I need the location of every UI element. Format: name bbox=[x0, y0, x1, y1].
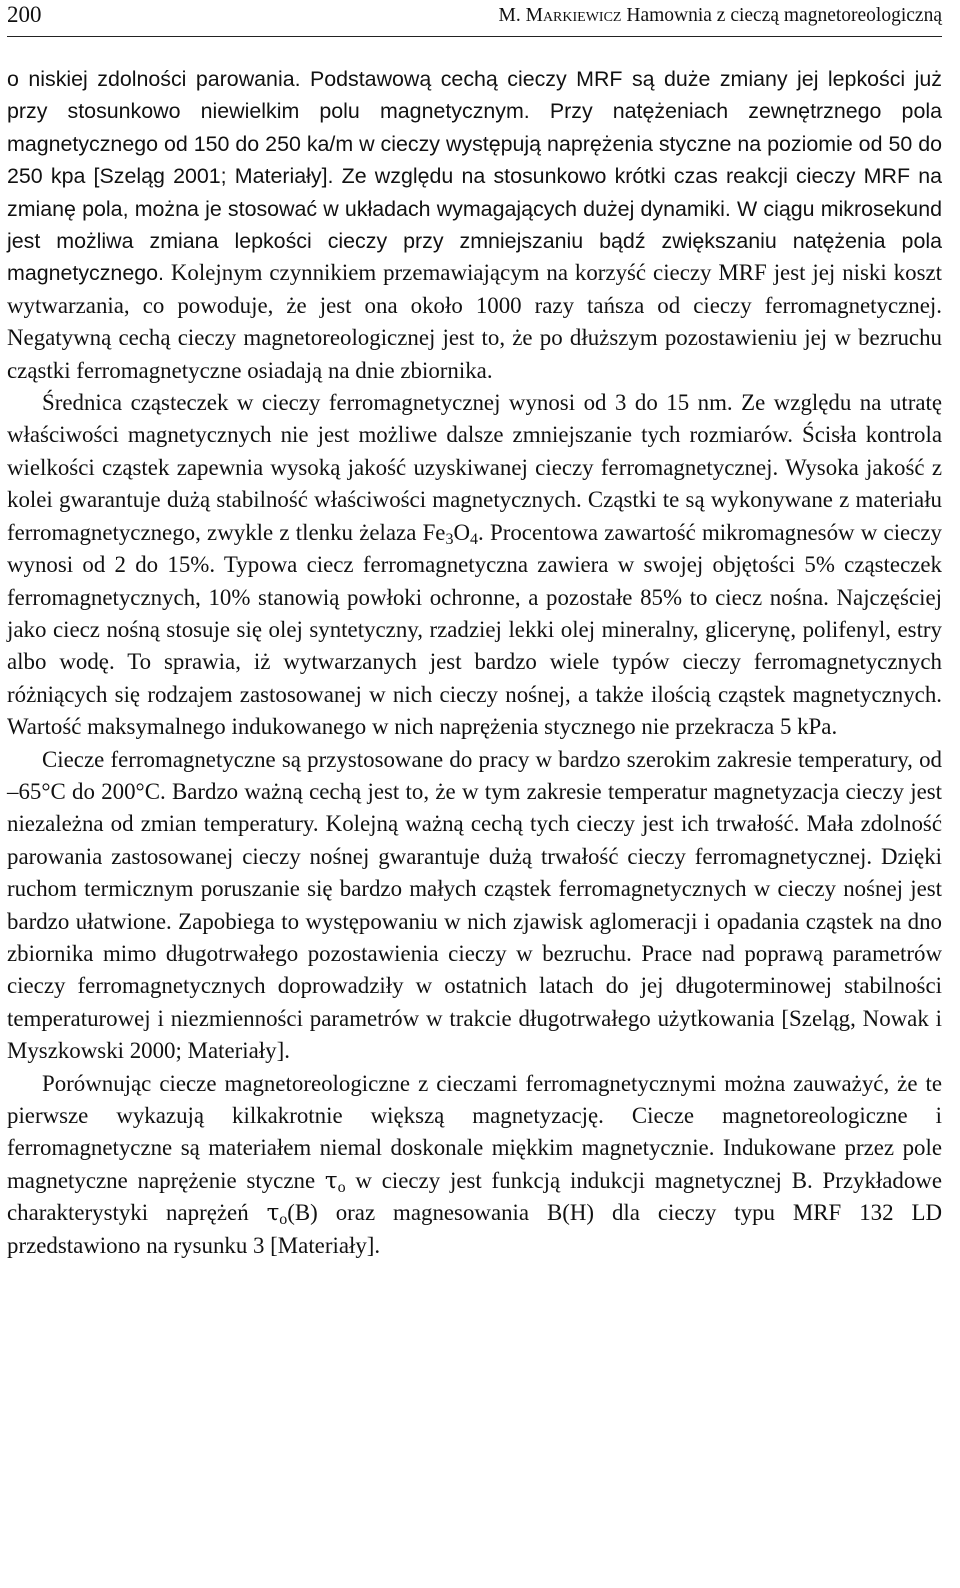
chapter-title: Hamownia z cieczą magnetoreologiczną bbox=[621, 5, 942, 26]
paragraph-1-sans-part: o niskiej zdolności parowania. Podstawową cechą cieczy MRF są duże zmiany jej lepkości już przy stosunkowo niewielkim polu magnetycznym. Przy natężeniach zewnętrznego pola magnetycznego od 150 do 250 ka/m w cieczy występują naprężenia styczne na poziomie od 50 do 250 kpa [Szeląg 2001; Materiały]. Ze względu na stosunkowo krótki czas reakcji cieczy MRF na zmianę pola, można je stosować w układach wymagających dużej dynamiki. W ciągu mikrosekund jest możliwa zmiana lepkości cieczy przy zmniejszaniu bądź zwiększaniu natężenia pola magnetycznego. bbox=[7, 67, 942, 286]
running-header bbox=[7, 0, 942, 37]
running-title bbox=[499, 2, 943, 30]
paragraph-1-serif-part: Kolejnym czynnikiem przemawiającym na korzyść cieczy MRF jest jej niski koszt wytwarzania, co powoduje, że jest ona około 1000 razy tańsza od cieczy ferromagnetycznej. Negatywną cechą cieczy magnetoreologicznej jest to, że po dłuższym pozostawieniu jej w bezruchu cząstki ferromagnetyczne osiadają na dnie zbiornika. bbox=[7, 260, 942, 383]
paragraph-1 bbox=[7, 63, 942, 387]
paragraph-4 bbox=[7, 1068, 942, 1262]
paragraph-2-text-b: O bbox=[453, 519, 471, 545]
tau-symbol: τ bbox=[324, 1167, 338, 1194]
subscript-4: 4 bbox=[470, 530, 479, 548]
document-page bbox=[7, 0, 942, 1262]
page-number: 200 bbox=[7, 2, 42, 27]
subscript-o: o bbox=[337, 1178, 346, 1196]
subscript-o: o bbox=[279, 1211, 288, 1229]
paragraph-3: Ciecze ferromagnetyczne są przystosowane do pracy w bardzo szerokim zakresie temperatury, od –65°C do 200°C. Bardzo ważną cechą jest to, że w tym zakresie temperatur magnetyzacja cieczy jest niezależna od zmian temperatury. Kolejną ważną cechą tych cieczy jest ich trwałość. Mała zdolność parowania zastosowanej cieczy nośnej gwarantuje dużą trwałość cieczy ferromagnetycznej. Dzięki ruchom termicznym poruszanie się bardzo małych cząstek ferromagnetycznych w cieczy nośnej jest bardzo ułatwione. Zapobiega to występowaniu w nich zjawisk aglomeracji i opadania cząstek na dno zbiornika mimo długotrwałego pozostawienia cieczy w bezruchu. Prace nad poprawą parametrów cieczy ferromagnetycznych doprowadziły w ostatnich latach do jej długoterminowej stabilności temperaturowej i niezmienności parametrów w trakcie długotrwałego użytkowania [Szeląg, Nowak i Myszkowski 2000; Materiały]. bbox=[7, 746, 942, 1064]
paragraph-4-text-a: Porównując ciecze magnetoreologiczne z cieczami ferromagnetycznymi można zauważyć, że te pierwsze wykazują kilkakrotnie większą magnetyzację. Ciecze magnetoreologiczne i ferromagnetyczne są materiałem niemal doskonale miękkim magnetycznie. Indukowane przez pole magnetyczne naprężenie styczne bbox=[7, 1070, 942, 1193]
paragraph-4-text-b: w cieczy jest funkcją indukcji magnetycznej B. Przykładowe charakterystyki naprężeń bbox=[7, 1167, 943, 1226]
author-surname: arkiewicz bbox=[542, 5, 622, 26]
tau-symbol: τ bbox=[266, 1200, 280, 1227]
paragraph-2-text-c: . Procentowa zawartość mikromagnesów w cieczy wynosi od 2 do 15%. Typowa ciecz ferromagnetyczna zawiera w swojej objętości 5% cząsteczek ferromagnetycznych, 10% stanowią powłoki ochronne, a pozostałe 85% to ciecz nośna. Najczęściej jako ciecz nośną stosuje się olej syntetyczny, rzadziej lekki olej mineralny, glicerynę, polifenyl, estry albo wodę. To sprawia, iż wytwarzanych jest bardzo wiele typów cieczy ferromagnetycznych różniących się rodzajem zastosowanej w nich cieczy nośnej, a także ilością cząstek magnetycznych. Wartość maksymalnego indukowanego w nich naprężenia stycznego nie przekracza 5 kPa. bbox=[7, 519, 942, 740]
paragraph-2-text-a: Średnica cząsteczek w cieczy ferromagnetycznej wynosi od 3 do 15 nm. Ze względu na utratę właściwości magnetycznych nie jest możliwe dalsze zmniejszanie tych rozmiarów. Ścisła kontrola wielkości cząstek zapewnia wysoką jakość uzyskiwanej cieczy ferromagnetycznej. Wysoka jakość z kolei gwarantuje dużą stabilność właściwości magnetycznych. Cząstki te są wykonywane z materiału ferromagnetycznego, zwykle z tlenku żelaza Fe bbox=[7, 390, 942, 545]
subscript-3: 3 bbox=[445, 530, 454, 548]
paragraph-2 bbox=[7, 387, 942, 743]
paragraph-4-text-c: (B) oraz magnesowania B(H) dla cieczy typu MRF 132 LD przedstawiono na rysunku 3 [Materiały]. bbox=[7, 1200, 942, 1258]
body-text bbox=[7, 63, 942, 1262]
author-prefix: M. M bbox=[498, 5, 543, 26]
